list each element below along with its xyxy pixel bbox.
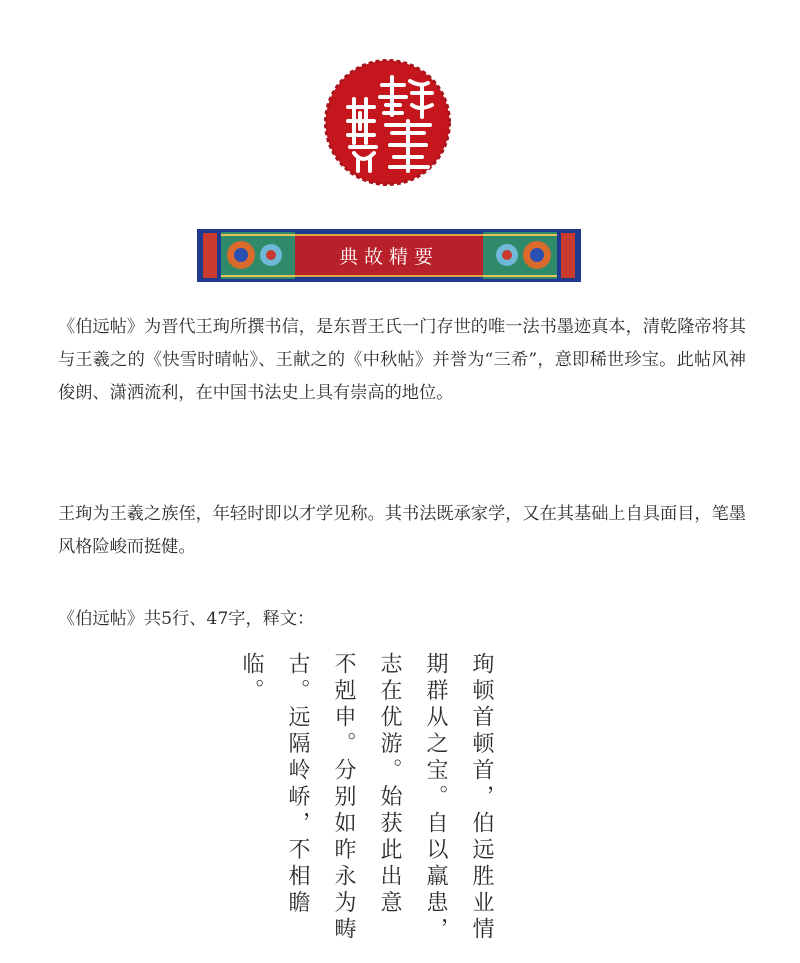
banner-plaque <box>295 234 483 277</box>
section-banner <box>197 229 581 282</box>
imperial-seal <box>320 55 455 190</box>
transcription-column: 不剋申。分别如昨永为畴 <box>331 652 356 944</box>
transcription-column: 期群从之宝。自以羸患， <box>423 652 448 944</box>
transcription-block <box>239 652 504 952</box>
transcription-column: 志在优游。始获此出意 <box>377 652 402 917</box>
article-paragraph: 《伯远帖》为晋代王珣所撰书信，是东晋王氏一门存世的唯一法书墨迹真本，清乾隆帝将其与王羲之的《快雪时晴帖》、王献之的《中秋帖》并誉为“三希”，意即稀世珍宝。此帖风神俊朗、潇洒流利，在中国书法史上具有崇高的地位。 <box>58 317 746 403</box>
transcription-column: 古。远隔岭峤，不相瞻临。 <box>239 652 310 917</box>
ornament-pattern-icon <box>471 229 581 282</box>
article-paragraph: 《伯远帖》共5行、47字，释文： <box>58 609 315 629</box>
seal-stamp-icon <box>320 55 455 190</box>
transcription-column: 珣顿首顿首，伯远胜业情 <box>469 652 494 944</box>
ornament-pattern-icon <box>197 229 307 282</box>
article-paragraph: 王珣为王羲之族侄，年轻时即以才学见称。其书法既承家学，又在其基础上自具面目，笔墨风格险峻而挺健。 <box>58 504 746 557</box>
banner-title: 典故精要 <box>338 246 439 268</box>
